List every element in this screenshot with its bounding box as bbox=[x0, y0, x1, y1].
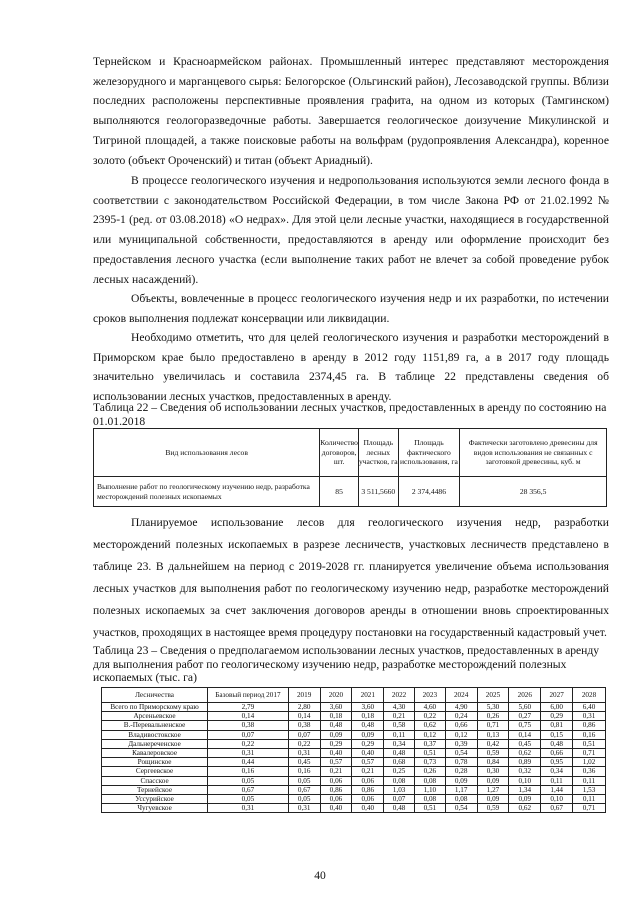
t23-value-cell: 0,78 bbox=[445, 758, 477, 767]
t23-value-cell: 0,54 bbox=[445, 804, 477, 813]
t23-value-cell: 3,60 bbox=[352, 703, 384, 712]
t23-value-cell: 0,48 bbox=[352, 721, 384, 730]
t23-value-cell: 0,67 bbox=[541, 804, 573, 813]
t22-cell: Выполнение работ по геологическому изучению недр, разработка месторождений полезных ископаемых bbox=[94, 477, 320, 507]
t23-value-cell: 2,79 bbox=[208, 703, 289, 712]
table-row bbox=[102, 804, 606, 813]
t23-value-cell: 0,05 bbox=[208, 795, 289, 804]
t23-value-cell: 0,08 bbox=[384, 776, 415, 785]
t23-header-cell: Лесничества bbox=[102, 688, 208, 703]
t23-value-cell: 0,06 bbox=[352, 795, 384, 804]
t23-value-cell: 0,05 bbox=[288, 795, 320, 804]
t23-value-cell: 0,11 bbox=[384, 730, 415, 739]
t23-header-cell: 2028 bbox=[573, 688, 606, 703]
t23-value-cell: 0,07 bbox=[384, 795, 415, 804]
t23-value-cell: 0,86 bbox=[352, 785, 384, 794]
t22-cell: 85 bbox=[320, 477, 359, 507]
t23-value-cell: 0,31 bbox=[208, 804, 289, 813]
t23-forestry-name: Рощинское bbox=[102, 758, 208, 767]
t23-value-cell: 0,59 bbox=[477, 749, 509, 758]
t23-value-cell: 0,28 bbox=[445, 767, 477, 776]
table-row bbox=[94, 477, 607, 507]
t23-value-cell: 0,31 bbox=[288, 749, 320, 758]
t23-value-cell: 0,18 bbox=[320, 712, 352, 721]
t23-value-cell: 0,29 bbox=[352, 739, 384, 748]
t23-value-cell: 0,08 bbox=[414, 776, 445, 785]
t23-header-cell: 2023 bbox=[414, 688, 445, 703]
t23-value-cell: 0,62 bbox=[509, 749, 541, 758]
t23-value-cell: 0,30 bbox=[477, 767, 509, 776]
t23-value-cell: 0,67 bbox=[288, 785, 320, 794]
t23-value-cell: 1,03 bbox=[384, 785, 415, 794]
t23-value-cell: 1,17 bbox=[445, 785, 477, 794]
t23-value-cell: 0,31 bbox=[288, 804, 320, 813]
t23-value-cell: 0,31 bbox=[208, 749, 289, 758]
t23-value-cell: 0,22 bbox=[208, 739, 289, 748]
t23-value-cell: 0,68 bbox=[384, 758, 415, 767]
t23-value-cell: 0,62 bbox=[509, 804, 541, 813]
t23-value-cell: 5,60 bbox=[509, 703, 541, 712]
t23-value-cell: 0,48 bbox=[320, 721, 352, 730]
t23-value-cell: 0,66 bbox=[541, 749, 573, 758]
t23-value-cell: 0,58 bbox=[384, 721, 415, 730]
t23-value-cell: 3,60 bbox=[320, 703, 352, 712]
table-row bbox=[102, 703, 606, 712]
t23-value-cell: 0,21 bbox=[320, 767, 352, 776]
t22-header-cell: Вид использования лесов bbox=[94, 429, 320, 477]
t23-value-cell: 0,75 bbox=[509, 721, 541, 730]
t23-value-cell: 0,22 bbox=[414, 712, 445, 721]
t23-value-cell: 0,40 bbox=[352, 804, 384, 813]
t23-header-cell: 2025 bbox=[477, 688, 509, 703]
t23-value-cell: 0,08 bbox=[445, 795, 477, 804]
t23-value-cell: 0,34 bbox=[384, 739, 415, 748]
t23-forestry-name: Тернейское bbox=[102, 785, 208, 794]
t23-value-cell: 0,59 bbox=[477, 804, 509, 813]
paragraph-4: Необходимо отметить, что для целей геологического изучения и разработки месторождений в Приморском крае было предоставлено в аренду в 2012 году 1151,89 га, а в 2017 году площадь значительно увеличилась и составила 2374,45 га. В таблице 22 представлены сведения об использовании лесных участков, предоставленных в аренду. bbox=[93, 331, 609, 404]
table-22-caption: Таблица 22 – Сведения об использовании лесных участков, предоставленных в аренду по состоянию на 01.01.2018 bbox=[93, 401, 607, 428]
t23-value-cell: 0,38 bbox=[208, 721, 289, 730]
paragraph-2: В процессе геологического изучения и недропользования используются земли лесного фонда в соответствии с законодательством Российской Федерации, в том числе Закона РФ от 21.02.1992 № 2395-1 (ред. от 03.08.2018) «О недрах». Для этой цели лесные участки, находящиеся в государственной или муниципальной собственности, предоставляются в аренду или оформление происходит без предоставления лесного участка (если выполнение таких работ не влечет за собой проведение рубок лесных насаждений). bbox=[93, 174, 609, 286]
table-row bbox=[102, 795, 606, 804]
table-row bbox=[102, 712, 606, 721]
table-22 bbox=[93, 428, 607, 507]
t23-value-cell: 0,44 bbox=[208, 758, 289, 767]
t23-value-cell: 0,57 bbox=[320, 758, 352, 767]
t23-value-cell: 0,48 bbox=[384, 804, 415, 813]
t23-value-cell: 0,29 bbox=[320, 739, 352, 748]
t23-value-cell: 0,14 bbox=[288, 712, 320, 721]
t23-value-cell: 0,18 bbox=[352, 712, 384, 721]
t22-cell: 28 356,5 bbox=[460, 477, 607, 507]
t23-value-cell: 0,14 bbox=[208, 712, 289, 721]
t23-value-cell: 0,42 bbox=[477, 739, 509, 748]
t23-value-cell: 0,24 bbox=[445, 712, 477, 721]
t22-cell: 3 511,5660 bbox=[358, 477, 398, 507]
t23-value-cell: 0,73 bbox=[414, 758, 445, 767]
t23-value-cell: 0,26 bbox=[477, 712, 509, 721]
table-row bbox=[102, 767, 606, 776]
t23-header-cell: 2022 bbox=[384, 688, 415, 703]
t23-value-cell: 1,53 bbox=[573, 785, 606, 794]
t23-header-cell: 2027 bbox=[541, 688, 573, 703]
t23-value-cell: 0,07 bbox=[208, 730, 289, 739]
t23-value-cell: 0,57 bbox=[352, 758, 384, 767]
t23-value-cell: 0,10 bbox=[541, 795, 573, 804]
paragraph-3: Объекты, вовлеченные в процесс геологического изучения недр и их разработки, по истечении сроков выполнения подлежат консервации или ликвидации. bbox=[93, 292, 609, 325]
t23-value-cell: 0,09 bbox=[477, 795, 509, 804]
t23-value-cell: 0,12 bbox=[414, 730, 445, 739]
t23-value-cell: 0,06 bbox=[320, 776, 352, 785]
t23-value-cell: 0,45 bbox=[288, 758, 320, 767]
t23-value-cell: 4,30 bbox=[384, 703, 415, 712]
t23-value-cell: 0,12 bbox=[445, 730, 477, 739]
t22-header-cell: Площадь фактического использования, га bbox=[398, 429, 460, 477]
t23-value-cell: 0,40 bbox=[320, 749, 352, 758]
t23-value-cell: 0,86 bbox=[573, 721, 606, 730]
t23-value-cell: 0,09 bbox=[445, 776, 477, 785]
t23-header-cell: 2024 bbox=[445, 688, 477, 703]
t23-value-cell: 0,84 bbox=[477, 758, 509, 767]
t22-header-cell: Количество договоров, шт. bbox=[320, 429, 359, 477]
t23-value-cell: 0,08 bbox=[414, 795, 445, 804]
paragraph-5: Планируемое использование лесов для геологического изучения недр, разработки месторождений полезных ископаемых в разрезе лесничеств, участковых лесничеств представлено в таблице 23. В дальнейшем на период с 2019-2028 гг. планируется увеличение объема использования лесных участков для выполнения работ по геологическому изучению недр, разработке месторождений полезных ископаемых за счет заключения договоров аренды в отношении вновь спроектированных участков, проходящих в настоящее время процедуру постановки на государственный кадастровый учет. bbox=[93, 516, 609, 639]
t23-value-cell: 0,54 bbox=[445, 749, 477, 758]
t23-value-cell: 0,11 bbox=[573, 795, 606, 804]
t23-value-cell: 1,44 bbox=[541, 785, 573, 794]
t23-value-cell: 0,40 bbox=[352, 749, 384, 758]
t23-value-cell: 0,48 bbox=[384, 749, 415, 758]
t23-value-cell: 0,09 bbox=[477, 776, 509, 785]
t23-forestry-name: Всего по Приморскому краю bbox=[102, 703, 208, 712]
t23-header-cell: 2026 bbox=[509, 688, 541, 703]
t23-value-cell: 0,36 bbox=[573, 767, 606, 776]
t23-value-cell: 6,00 bbox=[541, 703, 573, 712]
table-row bbox=[102, 739, 606, 748]
table-row bbox=[102, 758, 606, 767]
t23-forestry-name: Сергеевское bbox=[102, 767, 208, 776]
t23-value-cell: 0,15 bbox=[541, 730, 573, 739]
paragraph-1: Тернейском и Красноармейском районах. Промышленный интерес представляют месторождения железорудного и марганцевого сырья: Белогорское (Ольгинский район), Лесозаводской группы. Вблизи последних расположены перспективные проявления графита, на одном из которых (Тамгинском) выполняются геологоразведочные работы. Завершается геологическое доизучение Микулинской и Тигриной площадей, а также поисковые работы на вольфрам (рудопроявления Александра), коренное золото (объект Ороченский) и титан (объект Ариадный). bbox=[93, 55, 609, 167]
t23-value-cell: 0,21 bbox=[352, 767, 384, 776]
table-row bbox=[102, 721, 606, 730]
t23-value-cell: 0,37 bbox=[414, 739, 445, 748]
t23-value-cell: 0,38 bbox=[288, 721, 320, 730]
t23-value-cell: 0,39 bbox=[445, 739, 477, 748]
t23-forestry-name: Уссурийское bbox=[102, 795, 208, 804]
t23-forestry-name: В.-Перевальненское bbox=[102, 721, 208, 730]
t23-value-cell: 4,60 bbox=[414, 703, 445, 712]
t23-forestry-name: Кавалеровское bbox=[102, 749, 208, 758]
t23-value-cell: 1,10 bbox=[414, 785, 445, 794]
t23-value-cell: 4,90 bbox=[445, 703, 477, 712]
t23-value-cell: 0,31 bbox=[573, 712, 606, 721]
t23-value-cell: 0,62 bbox=[414, 721, 445, 730]
t23-header-row bbox=[102, 688, 606, 703]
t23-value-cell: 6,40 bbox=[573, 703, 606, 712]
table-row bbox=[102, 785, 606, 794]
t23-value-cell: 0,25 bbox=[384, 767, 415, 776]
t23-value-cell: 0,48 bbox=[541, 739, 573, 748]
t23-value-cell: 0,66 bbox=[445, 721, 477, 730]
t23-value-cell: 0,67 bbox=[208, 785, 289, 794]
t23-value-cell: 0,09 bbox=[320, 730, 352, 739]
t23-value-cell: 0,14 bbox=[509, 730, 541, 739]
t23-value-cell: 1,27 bbox=[477, 785, 509, 794]
t23-value-cell: 0,81 bbox=[541, 721, 573, 730]
t23-value-cell: 0,51 bbox=[414, 749, 445, 758]
t23-value-cell: 0,16 bbox=[208, 767, 289, 776]
t23-value-cell: 0,86 bbox=[320, 785, 352, 794]
t23-value-cell: 0,07 bbox=[288, 730, 320, 739]
t23-forestry-name: Дальнереченское bbox=[102, 739, 208, 748]
t22-header-cell: Площадь лесных участков, га bbox=[358, 429, 398, 477]
t22-cell: 2 374,4486 bbox=[398, 477, 460, 507]
t23-forestry-name: Арсеньевское bbox=[102, 712, 208, 721]
t22-header-cell: Фактически заготовлено древесины для видов использования не связанных с заготовкой древесины, куб. м bbox=[460, 429, 607, 477]
table-row bbox=[102, 776, 606, 785]
t23-value-cell: 0,45 bbox=[509, 739, 541, 748]
table-23-caption: Таблица 23 – Сведения о предполагаемом использовании лесных участков, предоставленных в аренду для выполнения работ по геологическому изучению недр, разработке месторождений полезных ископаемых (тыс. га) bbox=[93, 644, 600, 684]
t23-value-cell: 0,26 bbox=[414, 767, 445, 776]
t23-forestry-name: Владивостокское bbox=[102, 730, 208, 739]
t23-value-cell: 0,71 bbox=[573, 804, 606, 813]
t23-header-cell: 2021 bbox=[352, 688, 384, 703]
table-23 bbox=[101, 687, 606, 813]
t23-value-cell: 1,34 bbox=[509, 785, 541, 794]
t23-value-cell: 0,13 bbox=[477, 730, 509, 739]
t23-value-cell: 0,27 bbox=[509, 712, 541, 721]
t23-value-cell: 0,71 bbox=[477, 721, 509, 730]
t23-header-cell: 2020 bbox=[320, 688, 352, 703]
t23-value-cell: 0,06 bbox=[320, 795, 352, 804]
t23-value-cell: 0,09 bbox=[352, 730, 384, 739]
t23-value-cell: 2,80 bbox=[288, 703, 320, 712]
t23-forestry-name: Чугуевское bbox=[102, 804, 208, 813]
t23-header-cell: Базовый период 2017 bbox=[208, 688, 289, 703]
table-row bbox=[102, 749, 606, 758]
t23-header-cell: 2019 bbox=[288, 688, 320, 703]
t23-value-cell: 0,21 bbox=[384, 712, 415, 721]
t23-value-cell: 0,16 bbox=[288, 767, 320, 776]
t23-value-cell: 0,16 bbox=[573, 730, 606, 739]
t23-value-cell: 0,29 bbox=[541, 712, 573, 721]
t23-value-cell: 0,34 bbox=[541, 767, 573, 776]
t23-value-cell: 0,89 bbox=[509, 758, 541, 767]
t23-value-cell: 5,30 bbox=[477, 703, 509, 712]
t23-value-cell: 0,32 bbox=[509, 767, 541, 776]
t23-value-cell: 0,51 bbox=[573, 739, 606, 748]
t23-value-cell: 0,95 bbox=[541, 758, 573, 767]
t23-value-cell: 0,51 bbox=[414, 804, 445, 813]
t23-value-cell: 0,40 bbox=[320, 804, 352, 813]
t23-forestry-name: Спасское bbox=[102, 776, 208, 785]
t23-value-cell: 0,09 bbox=[509, 795, 541, 804]
t23-value-cell: 0,11 bbox=[573, 776, 606, 785]
table-row bbox=[102, 730, 606, 739]
t23-value-cell: 0,22 bbox=[288, 739, 320, 748]
t23-value-cell: 0,11 bbox=[541, 776, 573, 785]
t23-value-cell: 0,05 bbox=[288, 776, 320, 785]
page-number: 40 bbox=[314, 869, 326, 882]
t23-value-cell: 1,02 bbox=[573, 758, 606, 767]
t23-value-cell: 0,71 bbox=[573, 749, 606, 758]
t23-value-cell: 0,05 bbox=[208, 776, 289, 785]
t23-value-cell: 0,06 bbox=[352, 776, 384, 785]
t23-value-cell: 0,10 bbox=[509, 776, 541, 785]
